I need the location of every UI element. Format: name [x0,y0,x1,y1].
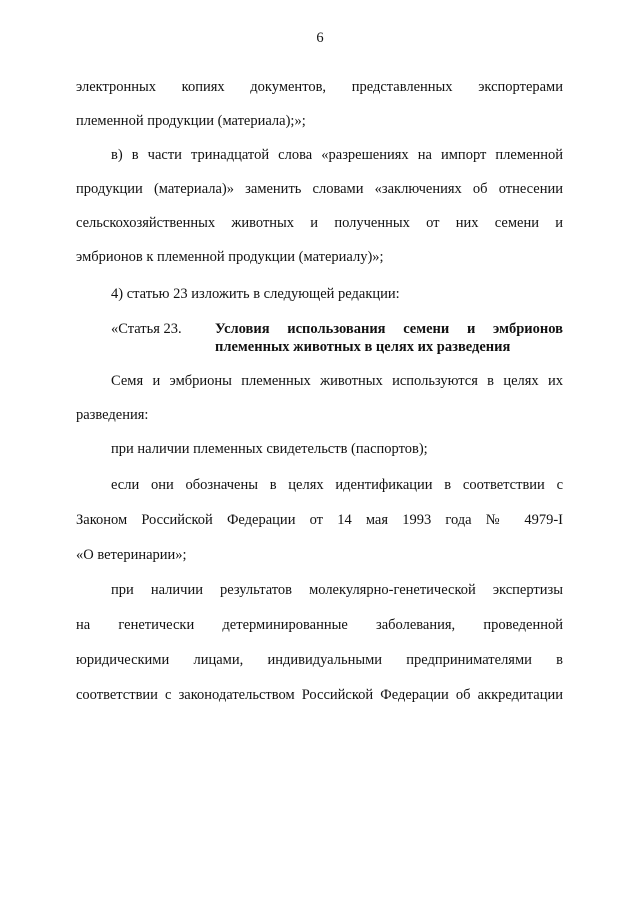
text-line: в) в части тринадцатой слова «разрешениях на импорт племенной [111,147,563,163]
text-line: Законом Российской Федерации от 14 мая 1993 года № 4979-I [76,512,563,528]
text-line: сельскохозяйственных животных и полученных от них семени и [76,215,563,231]
text-line: «О ветеринарии»; [76,547,187,563]
article-title-line: племенных животных в целях их разведения [215,339,511,355]
page-number: 6 [316,30,324,46]
article-label: «Статья 23. [111,321,182,337]
text-line: при наличии племенных свидетельств (паспортов); [111,441,428,457]
article-title-line: Условия использования семени и эмбрионов [215,321,563,337]
text-line: соответствии с законодательством Российской Федерации об аккредитации [76,687,563,703]
text-line: при наличии результатов молекулярно-генетической экспертизы [111,582,563,598]
text-line: Семя и эмбрионы племенных животных используются в целях их [111,373,563,389]
text-line: эмбрионов к племенной продукции (материалу)»; [76,249,384,265]
text-line: продукции (материала)» заменить словами «заключениях об отнесении [76,181,563,197]
text-line: электронных копиях документов, представленных экспортерами [76,79,563,95]
text-line: юридическими лицами, индивидуальными предпринимателями в [76,652,563,668]
text-line: племенной продукции (материала);»; [76,113,306,129]
text-line: на генетически детерминированные заболевания, проведенной [76,617,563,633]
text-line: разведения: [76,407,149,423]
text-line: 4) статью 23 изложить в следующей редакции: [111,286,400,302]
text-line: если они обозначены в целях идентификации в соответствии с [111,477,563,493]
